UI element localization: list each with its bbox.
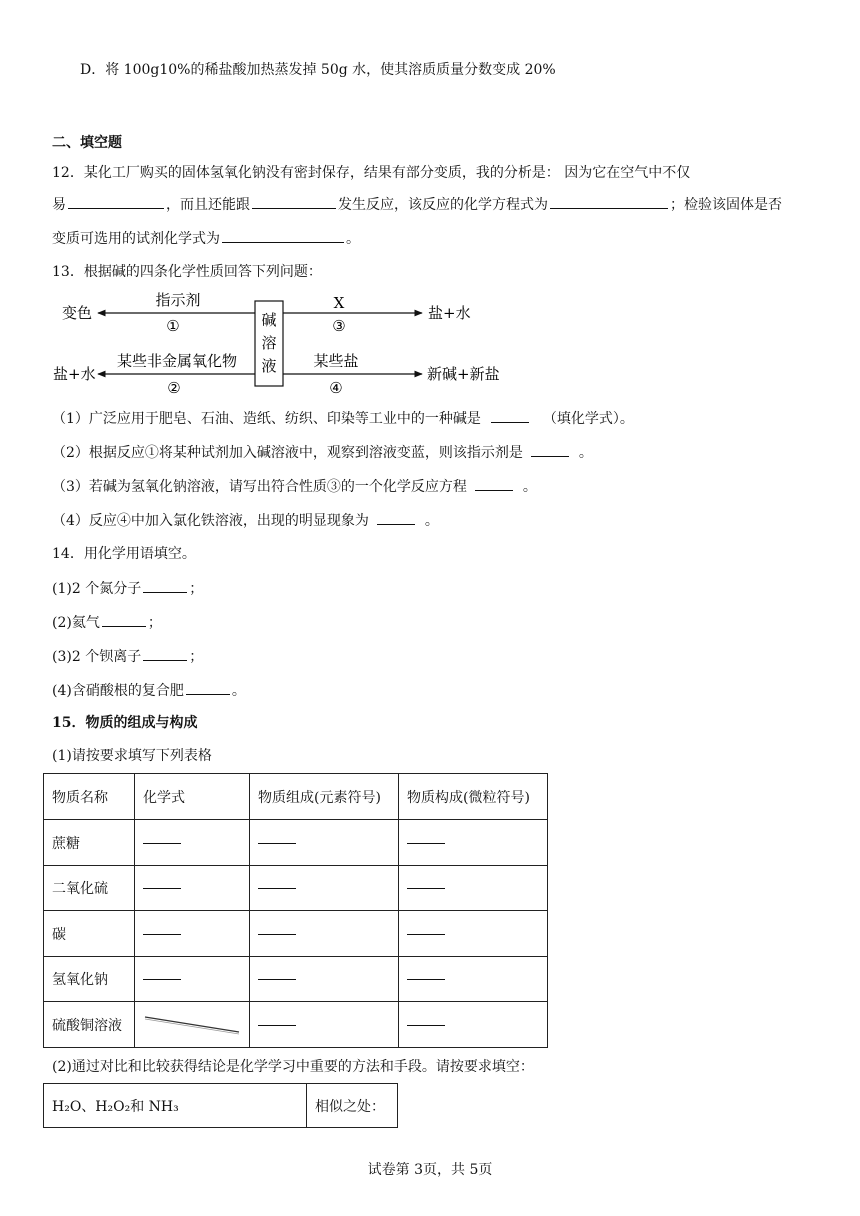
structure-cell (399, 957, 548, 1002)
q15-stem: 15．物质的组成与构成 (52, 715, 198, 731)
q12-blank-4[interactable] (222, 228, 344, 243)
q14-text: (2)氦气 (52, 615, 100, 631)
q13-blank-3[interactable] (475, 476, 513, 491)
q14-text: (4)含硝酸根的复合肥 (52, 683, 184, 699)
q14-text: (3)2 个钡离子 (52, 649, 142, 665)
substance-name: 碳 (44, 911, 135, 957)
q14-text: ； (147, 615, 162, 631)
table-header-cell: 物质名称 (44, 774, 135, 820)
composition-cell (250, 911, 399, 957)
similarity-label: 相似之处： (307, 1084, 398, 1128)
q13-blank-2[interactable] (531, 442, 569, 457)
structure-cell (399, 911, 548, 957)
label-num-2: ② (167, 379, 181, 397)
q12-text: 易 (52, 197, 66, 213)
table-row (44, 1084, 398, 1128)
table-header-row (44, 774, 548, 820)
center-char-3: 液 (261, 357, 277, 375)
center-char-2: 溶 (261, 334, 277, 352)
section-title: 二、填空题 (52, 135, 122, 151)
substance-name: 氢氧化钠 (44, 957, 135, 1002)
formula-cell (135, 866, 250, 911)
answer-blank[interactable] (258, 887, 296, 889)
q12-blank-2[interactable] (252, 194, 336, 209)
formula-cell (135, 911, 250, 957)
q13-text: 。 (522, 479, 537, 495)
q12-text: ；检验该固体是否 (670, 197, 782, 213)
q13-stem: 13．根据碱的四条化学性质回答下列问题： (52, 264, 322, 280)
composition-cell (250, 1002, 399, 1048)
q14-item-3 (52, 646, 203, 667)
q13-blank-1[interactable] (491, 408, 529, 423)
q12-text: 。 (346, 231, 360, 247)
q14-item-4 (52, 680, 246, 701)
composition-cell (250, 820, 399, 866)
composition-cell (250, 866, 399, 911)
q14-text: (1)2 个氮分子 (52, 581, 142, 597)
q14-text: ； (189, 581, 204, 597)
comparison-table (43, 1083, 398, 1128)
q13-text: 。 (424, 513, 439, 529)
table-row (44, 957, 548, 1002)
structure-cell (399, 866, 548, 911)
substance-name: 硫酸铜溶液 (44, 1002, 135, 1048)
label-new-base-salt: 新碱+新盐 (427, 365, 500, 383)
q12-blank-3[interactable] (550, 194, 668, 209)
table-header-cell: 物质构成(微粒符号) (399, 774, 548, 820)
substance-name: 蔗糖 (44, 820, 135, 866)
label-indicator: 指示剂 (155, 291, 201, 309)
label-color-change: 变色 (62, 304, 93, 322)
answer-blank[interactable] (143, 842, 181, 844)
composition-cell (250, 957, 399, 1002)
q13-text: （填化学式）。 (542, 411, 634, 427)
base-properties-diagram (40, 290, 520, 400)
center-char-1: 碱 (261, 311, 277, 329)
label-x: X (333, 294, 345, 312)
q12-line3 (52, 228, 360, 249)
answer-blank[interactable] (258, 933, 296, 935)
q12-text: 发生反应，该反应的化学方程式为 (338, 197, 548, 213)
structure-cell (399, 820, 548, 866)
answer-blank[interactable] (407, 933, 445, 935)
answer-blank[interactable] (407, 1024, 445, 1026)
q12-line2 (52, 194, 782, 215)
q13-blank-4[interactable] (377, 510, 415, 525)
label-num-1: ① (166, 317, 180, 335)
q13-sub1 (52, 408, 634, 429)
label-salt-water-bottom: 盐+水 (53, 365, 96, 383)
q13-text: （1）广泛应用于肥皂、石油、造纸、纺织、印染等工业中的一种碱是 (52, 411, 481, 427)
structure-cell (399, 1002, 548, 1048)
q12-text: ，而且还能跟 (166, 197, 250, 213)
q13-sub4 (52, 510, 439, 531)
answer-blank[interactable] (407, 887, 445, 889)
answer-blank[interactable] (407, 978, 445, 980)
answer-blank[interactable] (258, 842, 296, 844)
answer-blank[interactable] (258, 978, 296, 980)
label-num-3: ③ (332, 317, 346, 335)
label-some-salt: 某些盐 (313, 352, 359, 370)
table-row (44, 911, 548, 957)
q13-text: 。 (578, 445, 593, 461)
compare-substances: H₂O、H₂O₂和 NH₃ (44, 1084, 307, 1128)
label-salt-water-top: 盐+水 (428, 304, 471, 322)
q13-sub2 (52, 442, 593, 463)
formula-cell (135, 957, 250, 1002)
label-num-4: ④ (329, 379, 343, 397)
crossed-out-cell (135, 1002, 250, 1048)
answer-blank[interactable] (143, 887, 181, 889)
table-header-cell: 物质组成(元素符号) (250, 774, 399, 820)
answer-blank[interactable] (143, 978, 181, 980)
diagonal-slash (135, 1003, 249, 1047)
label-oxide: 某些非金属氧化物 (116, 352, 238, 370)
q15-sub2: (2)通过对比和比较获得结论是化学学习中重要的方法和手段。请按要求填空： (52, 1059, 534, 1075)
q13-sub3 (52, 476, 537, 497)
q14-blank-2[interactable] (102, 612, 146, 627)
substance-table (43, 773, 548, 1048)
q13-text: （2）根据反应①将某种试剂加入碱溶液中，观察到溶液变蓝，则该指示剂是 (52, 445, 523, 461)
q14-blank-4[interactable] (186, 680, 230, 695)
q14-item-2 (52, 612, 162, 633)
q12-text: 变质可选用的试剂化学式为 (52, 231, 220, 247)
table-header-cell: 化学式 (135, 774, 250, 820)
q14-text: 。 (231, 683, 246, 699)
answer-blank[interactable] (258, 1024, 296, 1026)
q11-option-d: D．将 100g10%的稀盐酸加热蒸发掉 50g 水，使其溶质质量分数变成 20% (80, 62, 556, 78)
q14-blank-3[interactable] (143, 646, 187, 661)
q12-line1: 12．某化工厂购买的固体氢氧化钠没有密封保存，结果有部分变质，我的分析是： 因为它在空气中不仅 (52, 165, 691, 181)
q15-sub1: (1)请按要求填写下列表格 (52, 748, 212, 764)
q14-item-1 (52, 578, 203, 599)
q14-blank-1[interactable] (143, 578, 187, 593)
answer-blank[interactable] (143, 933, 181, 935)
table-row (44, 866, 548, 911)
q14-stem: 14．用化学用语填空。 (52, 546, 196, 562)
q13-text: （4）反应④中加入氯化铁溶液，出现的明显现象为 (52, 513, 369, 529)
page-footer: 试卷第 3页，共 5页 (367, 1162, 493, 1178)
q14-text: ； (189, 649, 204, 665)
formula-cell (135, 820, 250, 866)
q12-blank-1[interactable] (68, 194, 164, 209)
table-row (44, 1002, 548, 1048)
table-row (44, 820, 548, 866)
q13-text: （3）若碱为氢氧化钠溶液，请写出符合性质③的一个化学反应方程 (52, 479, 467, 495)
answer-blank[interactable] (407, 842, 445, 844)
substance-name: 二氧化硫 (44, 866, 135, 911)
